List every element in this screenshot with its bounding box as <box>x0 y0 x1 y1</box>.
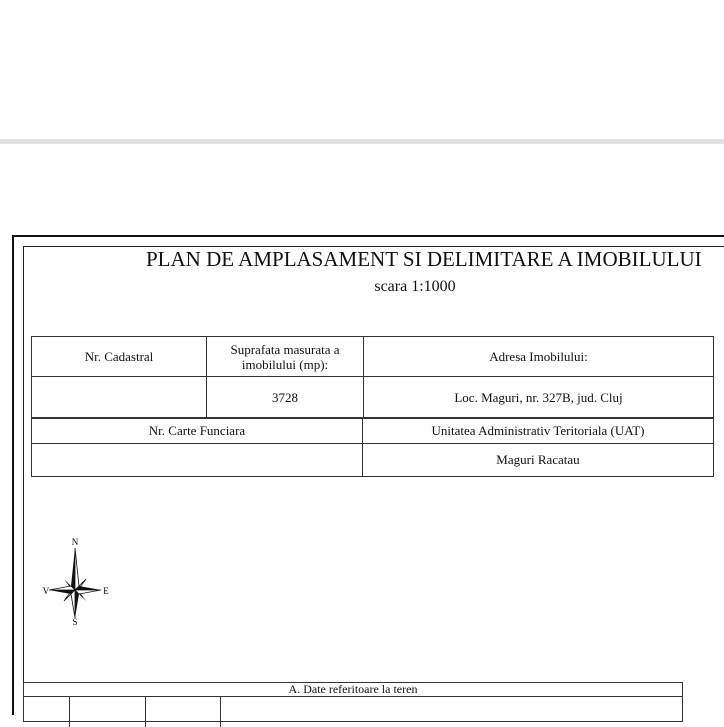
land-data-table <box>23 682 683 722</box>
surface-value: 3728 <box>207 377 364 418</box>
address-header: Adresa Imobilului: <box>364 337 714 377</box>
uat-header: Unitatea Administrativ Teritoriala (UAT) <box>363 419 714 444</box>
surface-header: Suprafata masurata a imobilului (mp): <box>207 337 364 377</box>
document-title: PLAN DE AMPLASAMENT SI DELIMITARE A IMOBILULUI <box>146 247 702 271</box>
land-book-table <box>31 418 714 477</box>
property-value-row <box>32 377 714 418</box>
land-data-title: A. Date referitoare la teren <box>24 683 682 697</box>
compass-south-label: S <box>72 617 78 627</box>
property-table <box>31 336 714 418</box>
compass-north-label: N <box>71 537 79 547</box>
land-book-header: Nr. Carte Funciara <box>32 419 363 444</box>
land-data-column-divider <box>145 697 146 727</box>
compass-west-label: V <box>42 586 50 596</box>
compass-east-label: E <box>103 586 109 596</box>
land-book-header-row <box>32 419 714 444</box>
land-book-value-row <box>32 444 714 477</box>
land-data-column-divider <box>220 697 221 727</box>
land-data-column-divider <box>69 697 70 727</box>
page-divider <box>0 139 724 144</box>
plan-inner-frame <box>23 246 724 716</box>
cadastral-value <box>32 377 207 418</box>
address-value: Loc. Maguri, nr. 327B, jud. Cluj <box>364 377 714 418</box>
property-header-row <box>32 337 714 377</box>
uat-value: Maguri Racatau <box>363 444 714 477</box>
cadastral-header: Nr. Cadastral <box>32 337 207 377</box>
document-scale: scara 1:1000 <box>374 278 456 295</box>
land-book-value <box>32 444 363 477</box>
compass-rose-icon <box>40 537 112 627</box>
